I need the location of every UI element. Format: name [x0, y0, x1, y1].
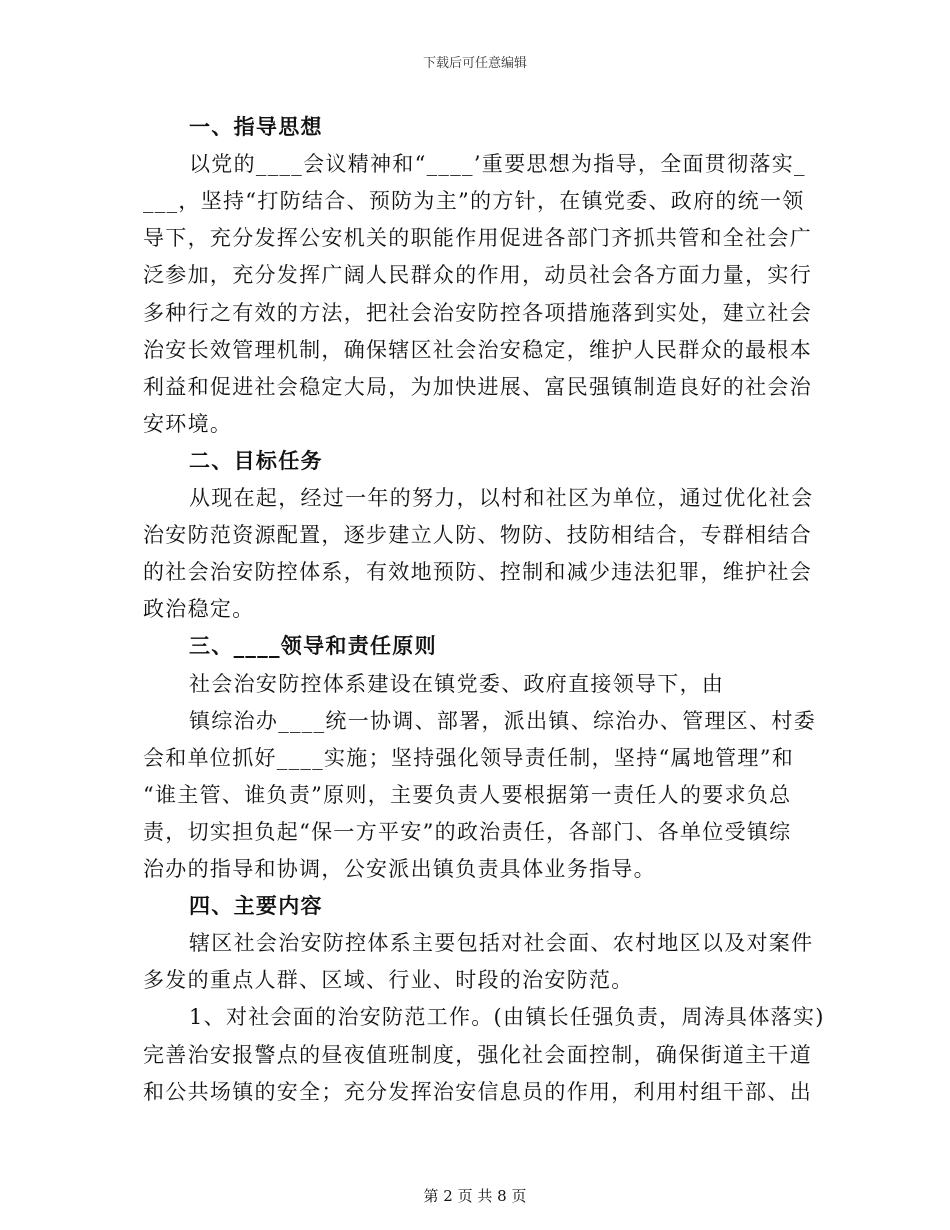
paragraph-line: ___，坚持“打防结合、预防为主”的方针，在镇党委、政府的统一领	[143, 189, 805, 214]
paragraph-line: 治办的指导和协调，公安派出镇负责具体业务指导。	[143, 857, 656, 881]
paragraph-line: 安环境。	[143, 411, 233, 436]
paragraph-line: 镇综治办____统一协调、部署，派出镇、综治办、管理区、村委	[189, 708, 816, 733]
paragraph-line: 责，切实担负起“保一方平安”的政治责任，各部门、各单位受镇综	[143, 819, 792, 844]
section-heading: 二、目标任务	[189, 447, 323, 473]
paragraph-line: 导下，充分发挥公安机关的职能作用促进各部门齐抓共管和全社会广	[143, 226, 812, 251]
paragraph-line: “谁主管、谁负责”原则，主要负责人要根据第一责任人的要求负总	[143, 782, 792, 807]
paragraph-line: 治安长效管理机制，确保辖区社会治安稳定，维护人民群众的最根本	[143, 337, 812, 362]
section-heading: 四、主要内容	[189, 893, 323, 919]
paragraph-line: 多发的重点人群、区域、行业、时段的治安防范。	[143, 968, 634, 993]
section-heading: 三、____领导和责任原则	[189, 633, 437, 659]
section-heading: 一、指导思想	[189, 114, 323, 139]
paragraph-line: 治安防范资源配置，逐步建立人防、物防、技防相结合，专群相结合	[143, 523, 812, 548]
page-footer: 第 2 页 共 8 页	[423, 1187, 527, 1205]
paragraph-line: 1、对社会面的治安防范工作。(由镇长任强负责，周涛具体落实)	[189, 1005, 825, 1030]
paragraph-line: 利益和促进社会稳定大局，为加快进展、富民强镇制造良好的社会治	[143, 374, 812, 399]
paragraph-line: 从现在起，经过一年的努力，以村和社区为单位，通过优化社会	[189, 486, 814, 510]
paragraph-line: 完善治安报警点的昼夜值班制度，强化社会面控制，确保街道主干道	[143, 1042, 812, 1067]
paragraph-line: 的社会治安防控体系，有效地预防、控制和减少违法犯罪，维护社会	[143, 560, 812, 585]
paragraph-line: 会和单位抓好____实施；坚持强化领导责任制，坚持“属地管理”和	[143, 745, 795, 770]
paragraph-line: 以党的____会议精神和“____’重要思想为指导，全面贯彻落实_	[189, 152, 806, 177]
paragraph-line: 泛参加，充分发挥广阔人民群众的作用，动员社会各方面力量，实行	[143, 263, 812, 288]
paragraph-line: 和公共场镇的安全；充分发挥治安信息员的作用，利用村组干部、出	[143, 1079, 812, 1104]
paragraph-line: 社会治安防控体系建设在镇党委、政府直接领导下，由	[189, 671, 725, 696]
paragraph-line: 辖区社会治安防控体系主要包括对社会面、农村地区以及对案件	[189, 931, 814, 956]
paragraph-line: 多种行之有效的方法，把社会治安防控各项措施落到实处，建立社会	[143, 300, 812, 325]
page-header-note: 下载后可任意编辑	[422, 56, 527, 71]
paragraph-line: 政治稳定。	[143, 597, 255, 622]
